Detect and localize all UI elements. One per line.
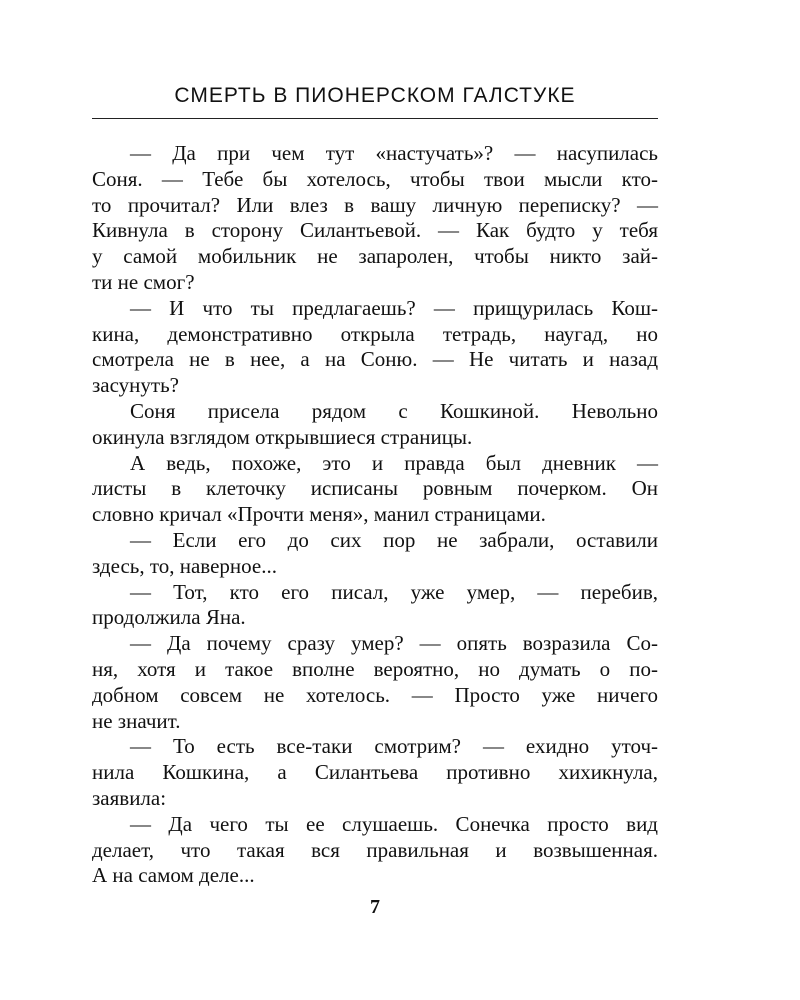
- page-number: 7: [370, 896, 380, 918]
- text-line: А на самом деле...: [92, 863, 255, 888]
- body-text: [92, 141, 658, 889]
- text-line: Соня. — Тебе бы хотелось, чтобы твои мысли кто-: [92, 166, 658, 191]
- text-line: добном совсем не хотелось. — Просто уже ничего: [92, 682, 658, 707]
- text-line: ти не смог?: [92, 269, 195, 294]
- text-line: — Да почему сразу умер? — опять возразила Со-: [130, 631, 658, 656]
- header-divider: [92, 118, 658, 119]
- text-line: — То есть все-таки смотрим? — ехидно уточ-: [130, 734, 658, 759]
- text-line: Соня присела рядом с Кошкиной. Невольно: [130, 398, 658, 423]
- text-line: листы в клеточку исписаны ровным почерком. Он: [92, 476, 658, 501]
- text-line: окинула взглядом открывшиеся страницы.: [92, 424, 473, 449]
- text-line: словно кричал «Прочти меня», манил страницами.: [92, 502, 546, 527]
- text-line: — И что ты предлагаешь? — прищурилась Кош-: [130, 295, 658, 320]
- text-line: ня, хотя и такое вполне вероятно, но думать о по-: [92, 656, 658, 681]
- text-line: — Да при чем тут «настучать»? — насупилась: [130, 141, 658, 165]
- text-line: А ведь, похоже, это и правда был дневник —: [130, 450, 658, 475]
- text-line: продолжила Яна.: [92, 605, 246, 630]
- text-line: — Тот, кто его писал, уже умер, — перебив,: [130, 579, 658, 604]
- text-line: засунуть?: [92, 373, 179, 398]
- text-line: у самой мобильник не запаролен, чтобы никто зай-: [92, 244, 658, 269]
- text-line: кина, демонстративно открыла тетрадь, наугад, но: [92, 321, 658, 346]
- text-line: смотрела не в нее, а на Соню. — Не читать и назад: [92, 347, 658, 372]
- text-line: делает, что такая вся правильная и возвышенная.: [92, 837, 658, 862]
- text-line: Кивнула в сторону Силантьевой. — Как будто у тебя: [92, 218, 658, 243]
- text-line: то прочитал? Или влез в вашу личную переписку? —: [92, 192, 658, 217]
- text-line: — Если его до сих пор не забрали, оставили: [130, 527, 658, 552]
- running-header-title: СМЕРТЬ В ПИОНЕРСКОМ ГАЛСТУКЕ: [174, 84, 576, 107]
- text-line: — Да чего ты ее слушаешь. Сонечка просто вид: [130, 811, 658, 836]
- text-line: нила Кошкина, а Силантьева противно хихикнула,: [92, 760, 658, 785]
- text-line: не значит.: [92, 708, 181, 733]
- text-line: здесь, то, наверное...: [92, 553, 277, 578]
- text-line: заявила:: [92, 785, 167, 810]
